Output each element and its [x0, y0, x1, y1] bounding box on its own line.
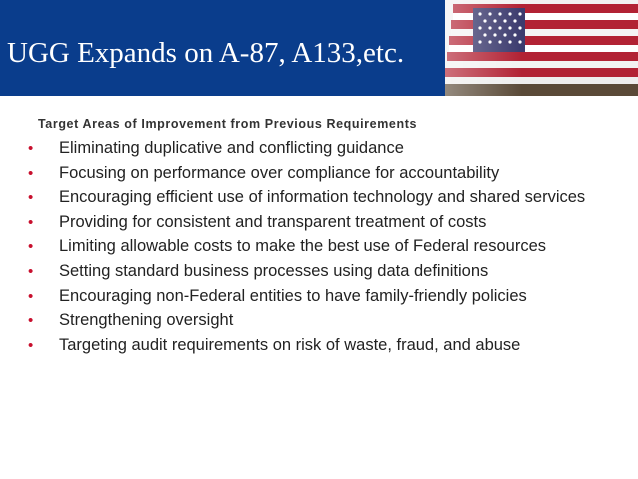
bullet-text: Setting standard business processes using data definitions — [59, 261, 489, 280]
bullet-dot-icon: • — [28, 312, 34, 330]
title-bar — [0, 0, 638, 96]
bullet-dot-icon: • — [28, 213, 34, 231]
bullet-list — [26, 138, 606, 359]
bullet-text: Providing for consistent and transparent treatment of costs — [59, 212, 487, 231]
bullet-text: Strengthening oversight — [59, 311, 234, 330]
bullet-dot-icon: • — [28, 262, 34, 280]
list-item — [26, 286, 606, 307]
bullet-dot-icon: • — [28, 164, 34, 182]
slide-title: UGG Expands on A-87, A133,etc. — [7, 37, 405, 69]
list-item — [26, 335, 606, 356]
bullet-text: Eliminating duplicative and conflicting guidance — [59, 139, 404, 157]
list-item — [26, 138, 606, 159]
bullet-dot-icon: • — [28, 140, 34, 157]
list-item — [26, 261, 606, 282]
bullet-text: Encouraging efficient use of information technology and shared services — [59, 188, 586, 207]
bullet-text: Limiting allowable costs to make the best use of Federal resources — [59, 237, 546, 256]
bullet-text: Encouraging non-Federal entities to have family-friendly policies — [59, 286, 527, 305]
list-item — [26, 310, 606, 331]
bullet-dot-icon: • — [28, 189, 34, 207]
flag-books-image — [445, 0, 638, 96]
bullet-text: Targeting audit requirements on risk of waste, fraud, and abuse — [59, 335, 521, 354]
bullet-dot-icon: • — [28, 238, 34, 256]
slide-subtitle: Target Areas of Improvement from Previous Requirements — [38, 117, 418, 131]
bullet-dot-icon: • — [28, 336, 34, 354]
list-item — [26, 212, 606, 233]
list-item — [26, 236, 606, 257]
list-item — [26, 163, 606, 184]
bullet-dot-icon: • — [28, 287, 34, 305]
bullet-text: Focusing on performance over compliance for accountability — [59, 163, 500, 182]
list-item — [26, 187, 606, 208]
